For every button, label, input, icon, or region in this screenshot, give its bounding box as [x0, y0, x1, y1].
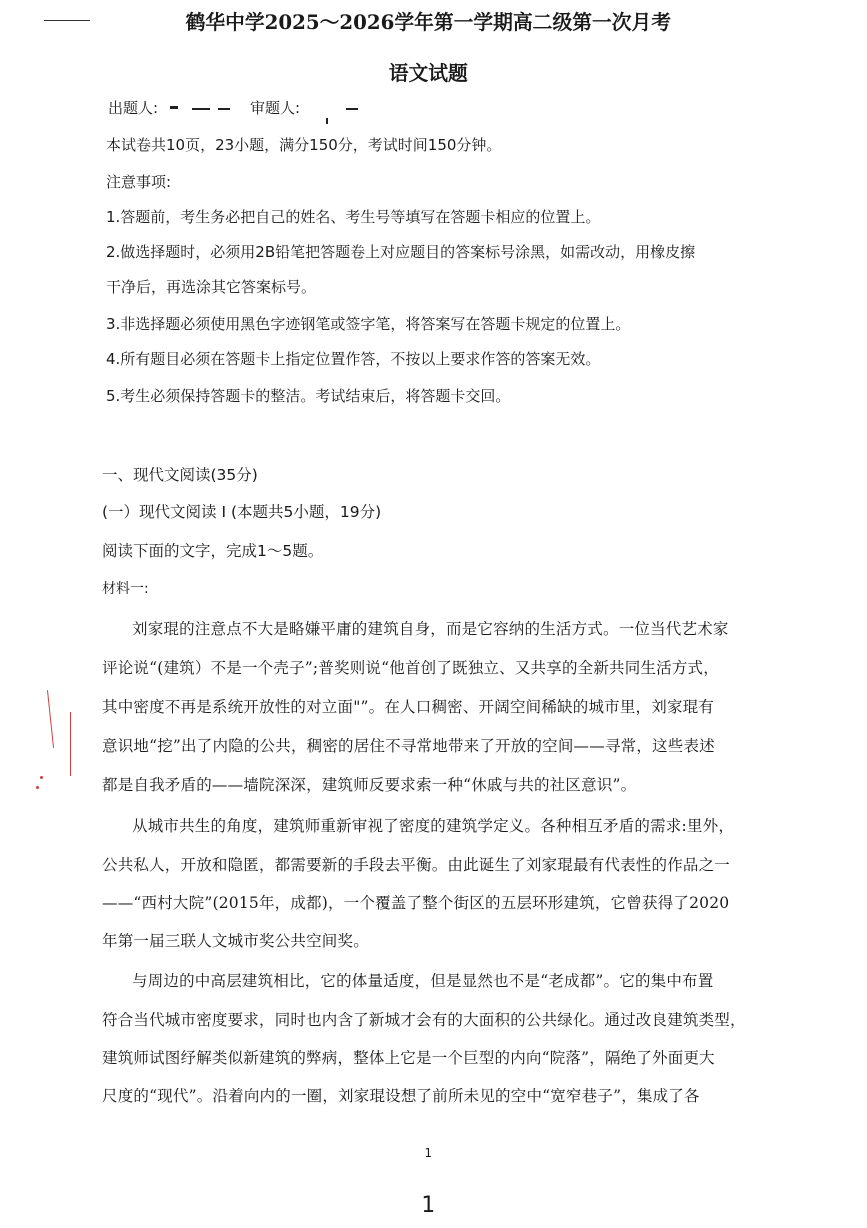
- notice-item: 5.考生必须保持答题卡的整洁。考试结束后，将答题卡交回。: [106, 387, 511, 405]
- passage-line: 都是自我矛盾的——墙院深深，建筑师反要求索一种“休戚与共的社区意识”。: [102, 776, 637, 794]
- reviewer-label: 审题人:: [250, 99, 301, 117]
- page-number: 1: [424, 1146, 433, 1160]
- passage-line: 与周边的中高层建筑相比，它的体量适度，但是显然也不是“老成都”。它的集中布置: [132, 972, 714, 990]
- redaction-mark: [192, 108, 210, 110]
- passage-line: 从城市共生的角度，建筑师重新审视了密度的建筑学定义。各种相互矛盾的需求:里外，: [132, 817, 735, 835]
- passage-line: 公共私人，开放和隐匿，都需要新的手段去平衡。由此诞生了刘家琨最有代表性的作品之一: [102, 856, 731, 874]
- passage-line: 其中密度不再是系统开放性的对立面"”。在人口稠密、开阔空间稀缺的城市里，刘家琨有: [102, 698, 715, 716]
- passage-line: 评论说“(建筑）不是一个壳子”;普奖则说“他首创了既独立、又共享的全新共同生活方式，: [102, 659, 719, 677]
- red-pen-mark: [40, 776, 43, 779]
- passage-line: ——“西村大院”(2015年，成都)，一个覆盖了整个街区的五层环形建筑，它曾获得了2020: [102, 894, 730, 912]
- passage-line: 建筑师试图纾解类似新建筑的弊病，整体上它是一个巨型的内向“院落”，隔绝了外面更大: [102, 1049, 715, 1067]
- redaction-mark: [218, 108, 230, 110]
- red-pen-mark: [47, 690, 54, 748]
- notice-item: 2.做选择题时，必须用2B铅笔把答题卷上对应题目的答案标号涂黑，如需改动，用橡皮擦: [106, 243, 696, 261]
- exam-info: 本试卷共10页，23小题，满分150分，考试时间150分钟。: [106, 136, 502, 154]
- notice-item: 1.答题前，考生务必把自己的姓名、考生号等填写在答题卡相应的位置上。: [106, 208, 601, 226]
- redaction-mark: [326, 118, 328, 124]
- notice-heading: 注意事项:: [106, 173, 172, 191]
- exam-title: 鹤华中学2025～2026学年第一学期高二级第一次月考: [185, 10, 672, 34]
- passage-line: 刘家琨的注意点不大是略嫌平庸的建筑自身，而是它容纳的生活方式。一位当代艺术家: [132, 620, 729, 638]
- passage-line: 年第一届三联人文城市奖公共空间奖。: [102, 932, 369, 950]
- setter-label: 出题人:: [108, 99, 159, 117]
- passage-line: 意识地“挖”出了内隐的公共，稠密的居住不寻常地带来了开放的空间——寻常，这些表述: [102, 737, 715, 755]
- material-label: 材料一:: [102, 581, 149, 597]
- sub-section-heading: (一）现代文阅读 I (本题共5小题，19分): [102, 503, 382, 521]
- notice-item: 4.所有题目必须在答题卡上指定位置作答，不按以上要求作答的答案无效。: [106, 350, 601, 368]
- notice-item: 3.非选择题必须使用黑色字迹钢笔或签字笔，将答案写在答题卡规定的位置上。: [106, 315, 631, 333]
- redaction-mark: [170, 106, 178, 109]
- passage-line: 符合当代城市密度要求，同时也内含了新城才会有的大面积的公共绿化。通过改良建筑类型，: [102, 1011, 746, 1029]
- passage-line: 尺度的“现代”。沿着向内的一圈，刘家琨设想了前所未见的空中“宽窄巷子”，集成了各: [102, 1087, 700, 1105]
- redaction-mark: [346, 108, 358, 110]
- section-heading: 一、现代文阅读(35分): [102, 466, 258, 484]
- notice-item: 干净后，再选涂其它答案标号。: [106, 278, 317, 296]
- exam-subtitle: 语文试题: [388, 61, 468, 85]
- reading-instruction: 阅读下面的文字，完成1～5题。: [102, 542, 324, 560]
- red-pen-mark: [70, 712, 71, 776]
- scan-page-number: 1: [421, 1193, 436, 1218]
- red-pen-mark: [36, 786, 39, 789]
